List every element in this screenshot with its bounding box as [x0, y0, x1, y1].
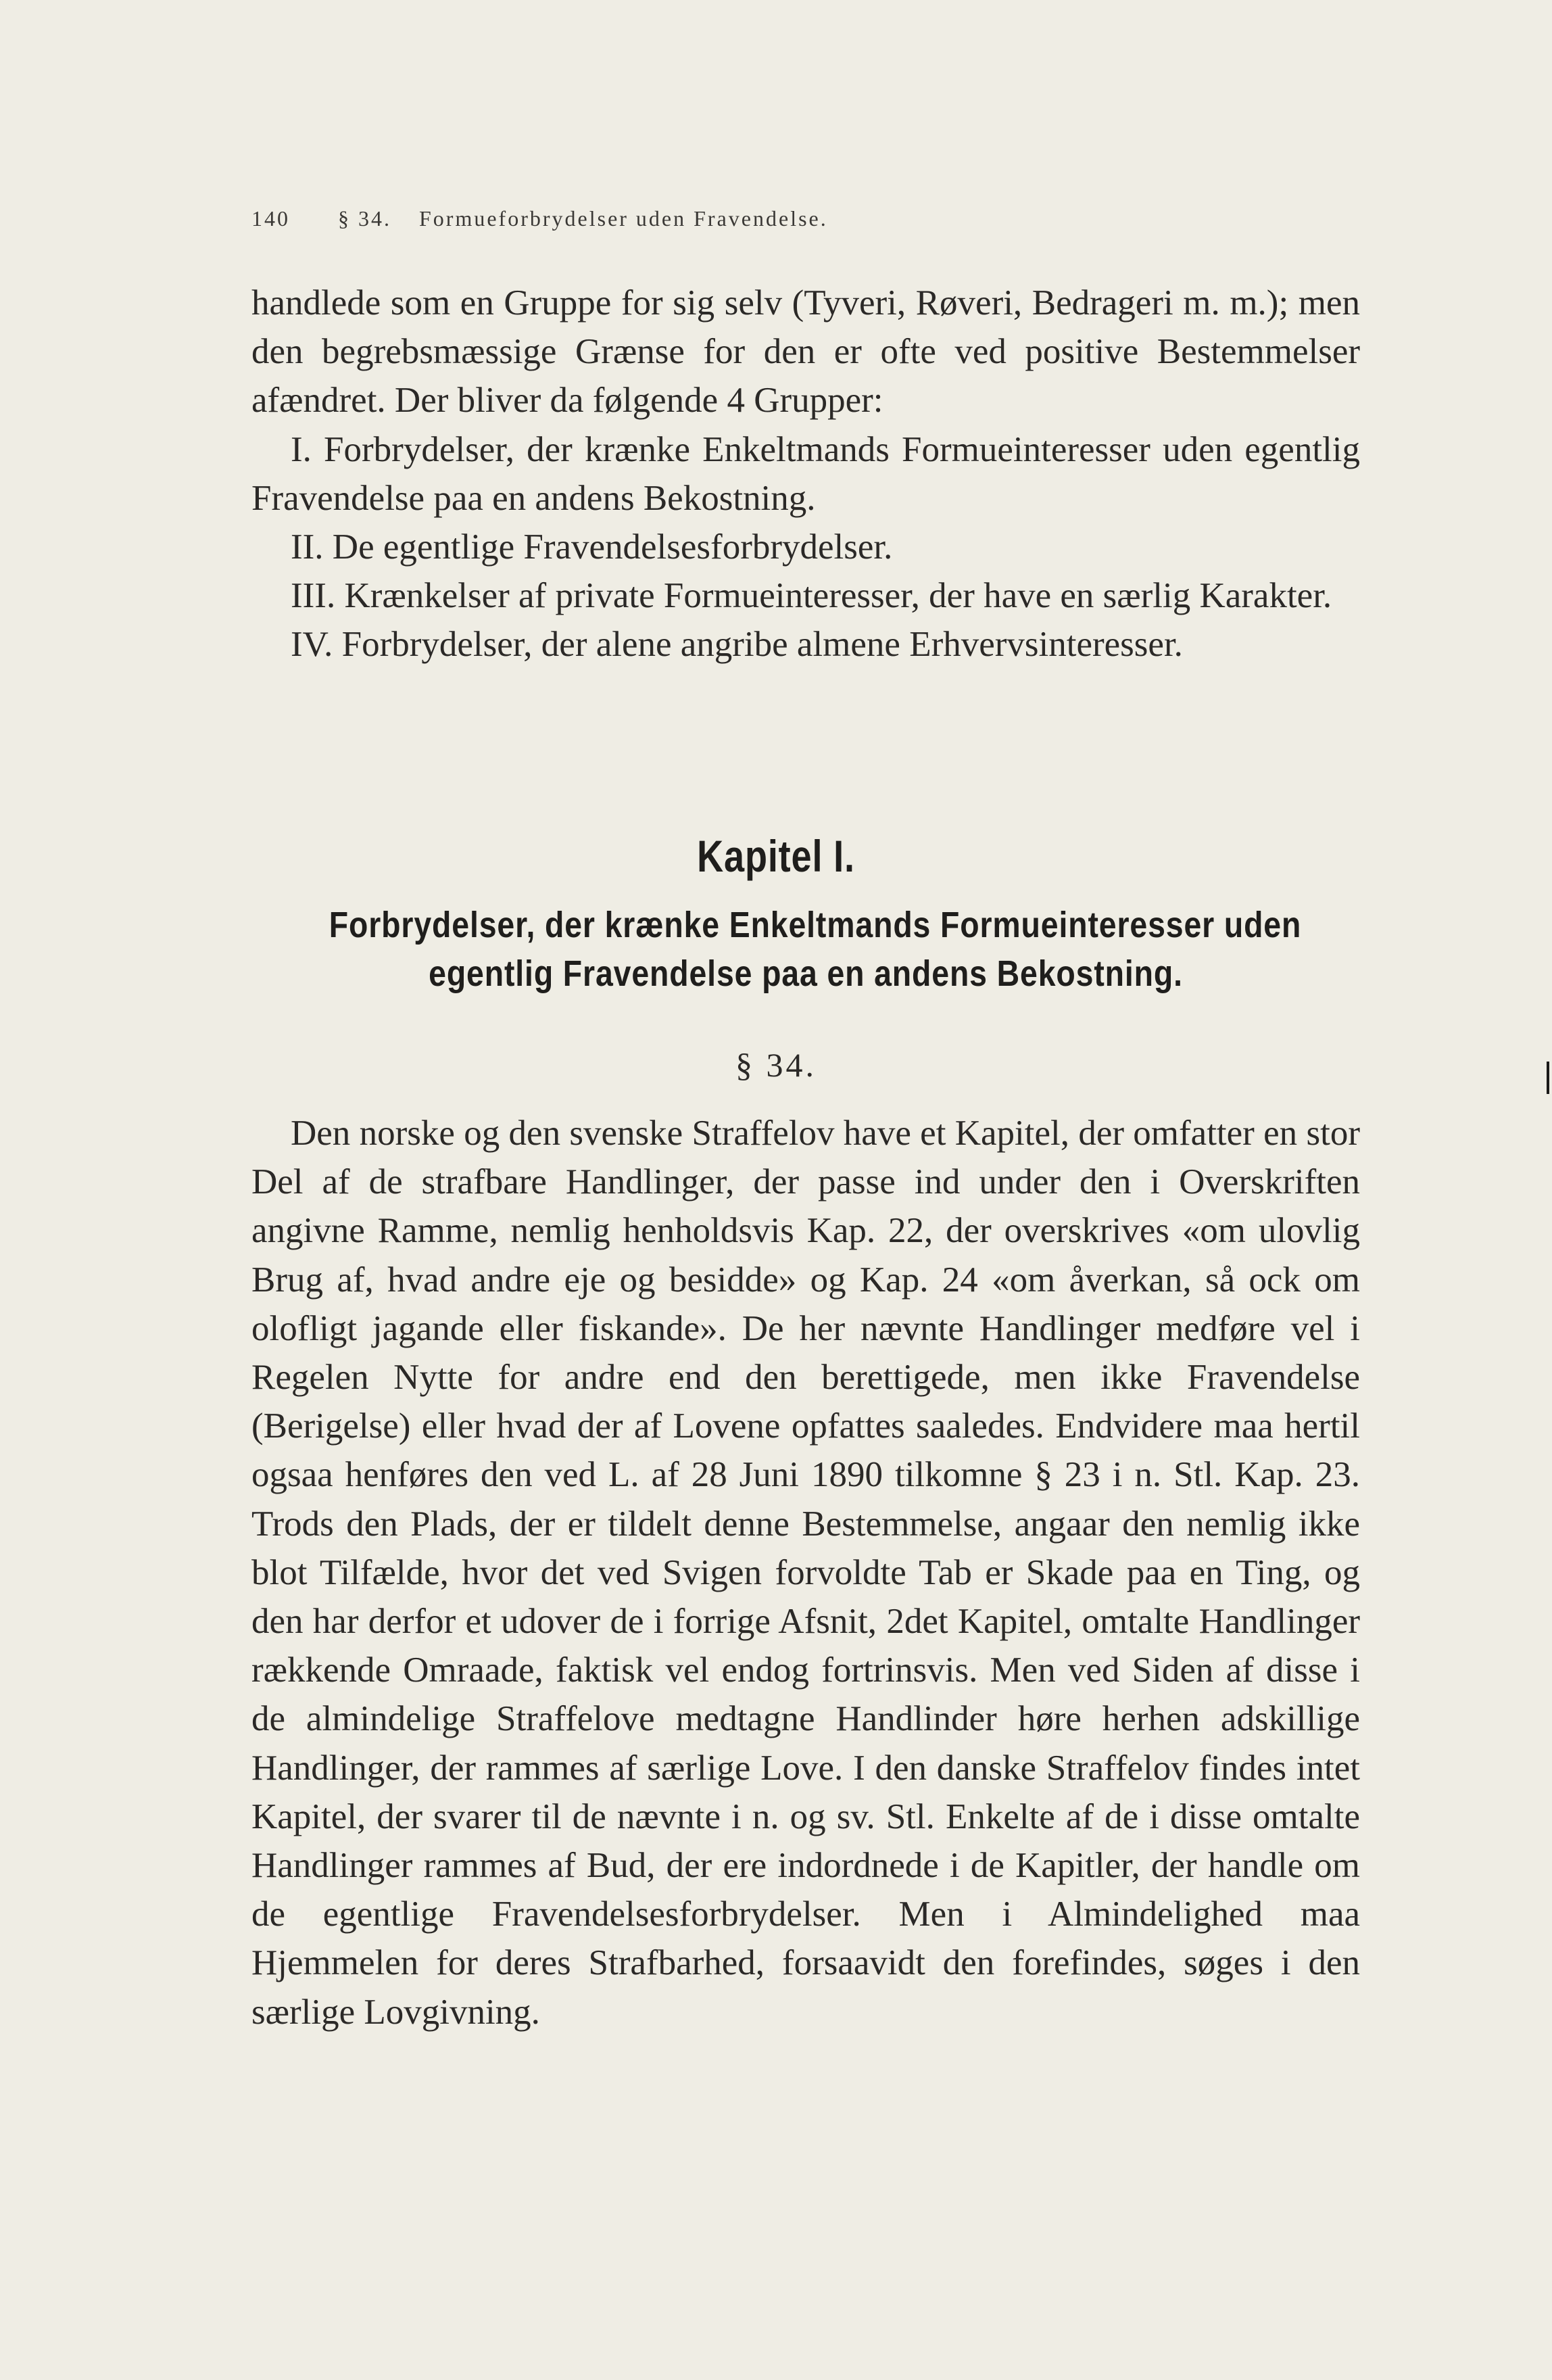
group-4: IV. Forbrydelser, der alene angribe almene Erhvervsinteresser.	[291, 625, 1183, 665]
group-3: III. Krænkelser af private Formueinteresser, der have en særlig Karakter.	[291, 576, 1332, 616]
margin-mark	[1547, 1062, 1549, 1094]
chapter-label: Kapitel I.	[697, 831, 855, 881]
intro-opening: handlede som en Gruppe for sig selv (Tyveri, Røveri, Bedrageri m. m.); men den begrebsmæssige Grænse for den er ofte ved positive Bestemmelser afændret. Der bliver da følgende 4 Grupper:	[251, 283, 1360, 421]
chapter-title-line-2: egentlig Fravendelse paa en andens Bekostning.	[429, 953, 1183, 994]
running-head	[251, 206, 1198, 247]
chapter-title-line-1: Forbrydelser, der krænke Enkeltmands Formueinteresser uden	[329, 905, 1302, 945]
body-text	[251, 1109, 1360, 2037]
running-head-section: § 34.	[338, 206, 391, 231]
group-2: II. De egentlige Fravendelsesforbrydelser.	[291, 527, 893, 567]
group-1: I. Forbrydelser, der krænke Enkeltmands Formueinteresser uden egentlig Fravendelse paa en andens Bekostning.	[251, 429, 1360, 518]
section-heading: § 34.	[735, 1046, 817, 1084]
page-number: 140	[251, 206, 290, 231]
running-head-title: Formueforbrydelser uden Fravendelse.	[419, 206, 828, 231]
chapter-title	[251, 901, 1360, 998]
body-paragraph: Den norske og den svenske Straffelov have et Kapitel, der omfatter en stor Del af de strafbare Handlinger, der passe ind under den i Overskriften angivne Ramme, nemlig henholdsvis Kap. 22, der overskrives «om ulovlig Brug af, hvad andre eje og besidde» og Kap. 24 «om åverkan, så ock om olofligt jagande eller fiskande». De her nævnte Handlinger medføre vel i Regelen Nytte for andre end den berettigede, men ikke Fravendelse (Berigelse) eller hvad der af Lovene opfattes saaledes. Endvidere maa hertil ogsaa henføres den ved L. af 28 Juni 1890 tilkomne § 23 i n. Stl. Kap. 23. Trods den Plads, der er tildelt denne Bestemmelse, angaar den nemlig ikke blot Tilfælde, hvor det ved Svigen forvoldte Tab er Skade paa en Ting, og den har derfor et udover de i forrige Afsnit, 2det Kapitel, omtalte Handlinger rækkende Omraade, faktisk vel endog fortrinsvis. Men ved Siden af disse i de almindelige Straffelove medtagne Handlinder høre herhen adskillige Handlinger, der rammes af særlige Love. I den danske Straffelov findes intet Kapitel, der svarer til de nævnte i n. og sv. Stl. Enkelte af de i disse omtalte Handlinger rammes af Bud, der ere indordnede i de Kapitler, der handle om de egentlige Fravendelsesforbrydelser. Men i Almindelighed maa Hjemmelen for deres Strafbarhed, forsaavidt den forefindes, søges i den særlige Lovgivning.	[251, 1114, 1360, 2032]
intro-text	[251, 279, 1360, 669]
